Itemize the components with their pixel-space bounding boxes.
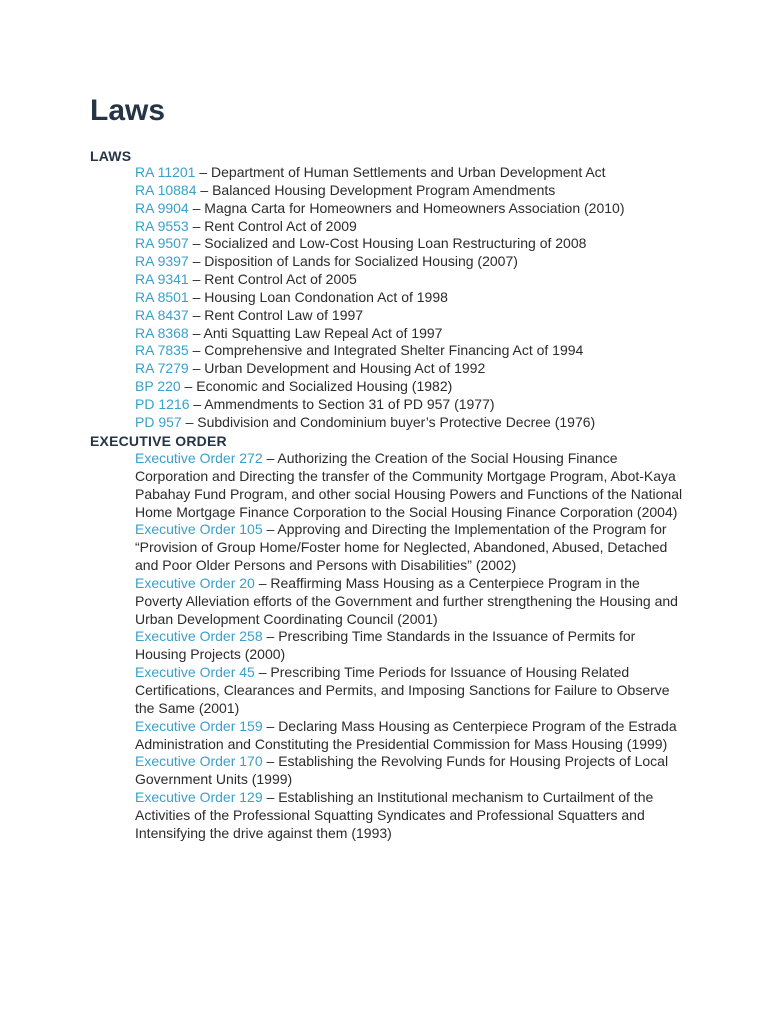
executive-order-description: – Establishing an Institutional mechanism to Curtailment of the Activities of the Professional Squatting Syndicates and Professional Squatters and Intensifying the drive against them (1993) <box>135 789 654 841</box>
law-link[interactable]: RA 9397 <box>135 253 189 270</box>
section-heading-laws: LAWS <box>90 148 132 164</box>
page-title: Laws <box>90 94 166 127</box>
executive-order-description: – Reaffirming Mass Housing as a Centerpiece Program in the Poverty Alleviation efforts of the Government and further strengthening the Housing and Urban Development Coordinating Council (2001) <box>135 574 678 627</box>
law-link[interactable]: PD 957 <box>135 413 182 430</box>
law-link[interactable]: RA 9507 <box>135 235 189 252</box>
law-entry <box>135 342 683 360</box>
executive-order-list <box>135 450 683 843</box>
law-link[interactable]: RA 7279 <box>135 360 189 377</box>
law-description: – Rent Control Act of 2005 <box>188 271 357 288</box>
executive-order-link[interactable]: Executive Order 170 <box>135 753 263 770</box>
law-entry <box>135 235 683 253</box>
law-entry <box>135 182 683 200</box>
law-entry <box>135 218 683 236</box>
executive-order-entry <box>135 789 683 843</box>
section-heading-executive-order: EXECUTIVE ORDER <box>90 433 227 449</box>
executive-order-entry <box>135 628 683 664</box>
executive-order-entry <box>135 521 683 575</box>
law-description: – Balanced Housing Development Program Amendments <box>196 181 556 198</box>
law-link[interactable]: RA 8368 <box>135 324 189 341</box>
law-description: – Disposition of Lands for Socialized Housing (2007) <box>188 253 518 270</box>
law-description: – Magna Carta for Homeowners and Homeowners Association (2010) <box>188 199 625 216</box>
law-link[interactable]: BP 220 <box>135 378 181 395</box>
executive-order-description: – Prescribing Time Periods for Issuance of Housing Related Certifications, Clearances and Permits, and Imposing Sanctions for Failure to Observe the Same (2001) <box>135 664 670 716</box>
law-entry <box>135 325 683 343</box>
law-link[interactable]: RA 9553 <box>135 217 189 234</box>
law-description: – Rent Control Law of 1997 <box>188 306 364 323</box>
executive-order-description: – Declaring Mass Housing as Centerpiece Program of the Estrada Administration and Constituting the Presidential Commission for Mass Housing (1999) <box>135 717 677 752</box>
law-link[interactable]: RA 7835 <box>135 342 189 359</box>
law-description: – Housing Loan Condonation Act of 1998 <box>188 288 448 305</box>
executive-order-entry <box>135 664 683 718</box>
law-entry <box>135 164 683 182</box>
law-entry <box>135 289 683 307</box>
executive-order-description: – Approving and Directing the Implementation of the Program for “Provision of Group Home/Foster home for Neglected, Abandoned, Abused, Detached and Poor Older Persons and Persons with Disabilities” (2002) <box>135 521 668 574</box>
law-description: – Subdivision and Condominium buyer’s Protective Decree (1976) <box>181 413 596 430</box>
law-link[interactable]: RA 9904 <box>135 199 189 216</box>
law-entry <box>135 414 683 432</box>
law-entry <box>135 253 683 271</box>
law-description: – Comprehensive and Integrated Shelter Financing Act of 1994 <box>188 342 584 359</box>
law-link[interactable]: PD 1216 <box>135 395 190 412</box>
law-description: – Anti Squatting Law Repeal Act of 1997 <box>188 324 443 341</box>
law-link[interactable]: RA 8501 <box>135 288 189 305</box>
law-description: – Rent Control Act of 2009 <box>188 217 357 234</box>
law-description: – Ammendments to Section 31 of PD 957 (1977) <box>189 395 495 412</box>
executive-order-description: – Establishing the Revolving Funds for Housing Projects of Local Government Units (1999) <box>135 753 669 788</box>
executive-order-link[interactable]: Executive Order 159 <box>135 717 263 734</box>
executive-order-entry <box>135 718 683 754</box>
executive-order-entry <box>135 450 683 521</box>
executive-order-link[interactable]: Executive Order 45 <box>135 664 255 681</box>
laws-list <box>135 164 683 432</box>
law-link[interactable]: RA 8437 <box>135 306 189 323</box>
executive-order-entry <box>135 575 683 629</box>
law-link[interactable]: RA 10884 <box>135 181 197 198</box>
law-entry <box>135 360 683 378</box>
executive-order-link[interactable]: Executive Order 258 <box>135 628 263 645</box>
law-description: – Economic and Socialized Housing (1982) <box>180 378 453 395</box>
executive-order-link[interactable]: Executive Order 105 <box>135 521 263 538</box>
executive-order-link[interactable]: Executive Order 20 <box>135 574 255 591</box>
law-entry <box>135 307 683 325</box>
law-link[interactable]: RA 11201 <box>135 164 196 180</box>
law-description: – Urban Development and Housing Act of 1992 <box>188 360 486 377</box>
law-link[interactable]: RA 9341 <box>135 271 189 288</box>
law-description: – Socialized and Low-Cost Housing Loan Restructuring of 2008 <box>188 235 587 252</box>
executive-order-link[interactable]: Executive Order 272 <box>135 450 263 466</box>
law-entry <box>135 200 683 218</box>
executive-order-link[interactable]: Executive Order 129 <box>135 789 263 806</box>
law-entry <box>135 378 683 396</box>
executive-order-description: – Authorizing the Creation of the Social Housing Finance Corporation and Directing the transfer of the Community Mortgage Program, Abot-Kaya Pabahay Fund Program, and other social Housing Powers and Functions of the National Home Mortgage Finance Corporation to the Social Housing Finance Corporation (2004) <box>135 450 683 520</box>
law-entry <box>135 396 683 414</box>
law-entry <box>135 271 683 289</box>
executive-order-description: – Prescribing Time Standards in the Issuance of Permits for Housing Projects (2000) <box>135 628 636 663</box>
law-description: – Department of Human Settlements and Urban Development Act <box>195 164 606 180</box>
executive-order-entry <box>135 753 683 789</box>
